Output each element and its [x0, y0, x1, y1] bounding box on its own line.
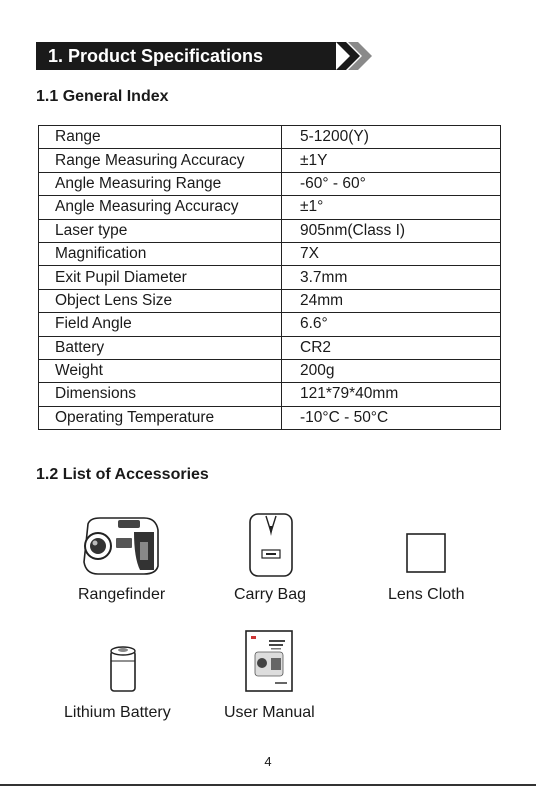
- table-row: [39, 406, 501, 429]
- spec-value: ±1°: [282, 196, 501, 219]
- table-row: [39, 266, 501, 289]
- spec-label: Field Angle: [39, 313, 282, 336]
- bottom-divider: [0, 784, 536, 786]
- section-title: 1. Product Specifications: [48, 46, 264, 66]
- accessory-label: Rangefinder: [78, 586, 166, 603]
- spec-value: 24mm: [282, 289, 501, 312]
- spec-value: 6.6°: [282, 313, 501, 336]
- spec-label: Operating Temperature: [39, 406, 282, 429]
- spec-label: Dimensions: [39, 383, 282, 406]
- spec-value: 5-1200(Y): [282, 126, 501, 149]
- accessory-label: User Manual: [224, 704, 315, 721]
- table-row: [39, 383, 501, 406]
- lens-cloth-icon: [406, 533, 446, 573]
- table-row: [39, 126, 501, 149]
- spec-table: [38, 125, 501, 430]
- spec-value: -10°C - 50°C: [282, 406, 501, 429]
- spec-value: -60° - 60°: [282, 172, 501, 195]
- page-number: 4: [264, 754, 272, 769]
- table-row: [39, 336, 501, 359]
- spec-label: Angle Measuring Range: [39, 172, 282, 195]
- table-row: [39, 359, 501, 382]
- accessory-label: Carry Bag: [234, 586, 307, 603]
- section-title-banner: [36, 42, 336, 70]
- spec-label: Object Lens Size: [39, 289, 282, 312]
- accessories-heading: 1.2 List of Accessories: [36, 466, 209, 483]
- table-row: [39, 172, 501, 195]
- spec-label: Range Measuring Accuracy: [39, 149, 282, 172]
- spec-label: Laser type: [39, 219, 282, 242]
- spec-value: 121*79*40mm: [282, 383, 501, 406]
- spec-label: Angle Measuring Accuracy: [39, 196, 282, 219]
- rangefinder-icon: [78, 512, 162, 578]
- spec-value: 7X: [282, 242, 501, 265]
- accessory-label: Lens Cloth: [388, 586, 465, 603]
- spec-label: Range: [39, 126, 282, 149]
- table-row: [39, 242, 501, 265]
- battery-icon: [108, 645, 138, 693]
- spec-label: Magnification: [39, 242, 282, 265]
- carry-bag-icon: [248, 512, 294, 578]
- chevron-arrows-icon: [336, 42, 372, 70]
- accessory-label: Lithium Battery: [64, 704, 171, 721]
- table-row: [39, 219, 501, 242]
- spec-label: Battery: [39, 336, 282, 359]
- table-row: [39, 289, 501, 312]
- spec-value: 3.7mm: [282, 266, 501, 289]
- user-manual-icon: [245, 630, 293, 692]
- spec-value: CR2: [282, 336, 501, 359]
- general-index-heading: 1.1 General Index: [36, 88, 169, 105]
- table-row: [39, 149, 501, 172]
- table-row: [39, 313, 501, 336]
- spec-label: Weight: [39, 359, 282, 382]
- spec-value: 200g: [282, 359, 501, 382]
- spec-label: Exit Pupil Diameter: [39, 266, 282, 289]
- table-row: [39, 196, 501, 219]
- spec-value: ±1Y: [282, 149, 501, 172]
- spec-value: 905nm(Class I): [282, 219, 501, 242]
